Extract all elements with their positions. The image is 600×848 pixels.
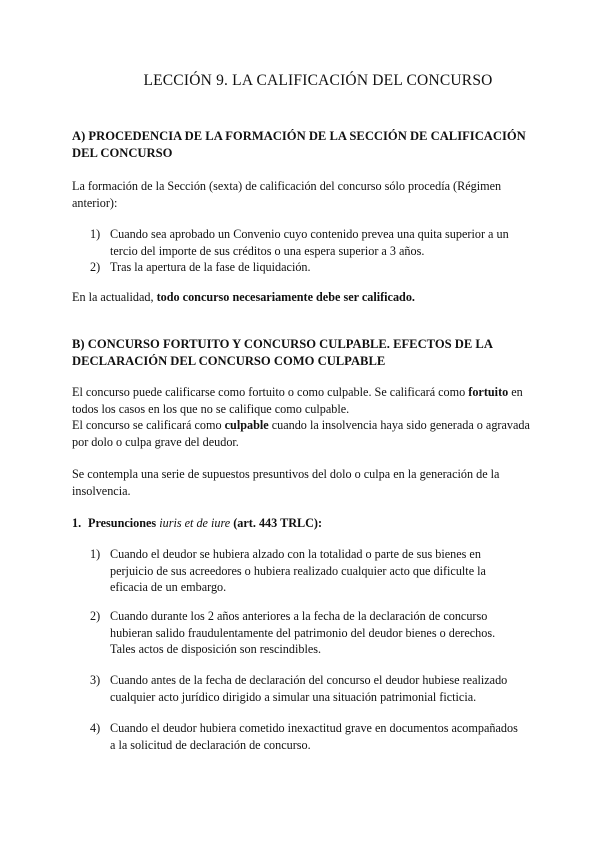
list-item-number: 3) bbox=[90, 673, 101, 687]
list-item-number: 1) bbox=[90, 227, 101, 241]
section-a-intro: La formación de la Sección (sexta) de calificación del concurso sólo procedía (Régimen anterior): bbox=[72, 179, 502, 210]
p1-text-b: en todos los casos en los que no se califique como culpable. bbox=[72, 385, 523, 416]
page-title: LECCIÓN 9. LA CALIFICACIÓN DEL CONCURSO bbox=[143, 72, 493, 89]
list-item-text: Cuando antes de la fecha de declaración del concurso el deudor hubiese realizado cualquier acto jurídico dirigido a simular una situación patrimonial ficticia. bbox=[110, 673, 508, 704]
subsection-italic: iuris et de iure bbox=[159, 516, 231, 530]
section-a-heading: A) PROCEDENCIA DE LA FORMACIÓN DE LA SECCIÓN DE CALIFICACIÓN DEL CONCURSO bbox=[72, 129, 526, 160]
list-item-text: Cuando sea aprobado un Convenio cuyo contenido prevea una quita superior a un tercio del importe de sus créditos o una espera superior a 3 años. bbox=[110, 227, 509, 258]
subsection-ref: (art. 443 TRLC): bbox=[230, 516, 323, 530]
subsection-label: Presunciones bbox=[88, 516, 160, 530]
section-b-paragraph-1 bbox=[72, 384, 542, 417]
list-item-number: 4) bbox=[90, 721, 101, 735]
list-item-text: Tras la apertura de la fase de liquidación. bbox=[110, 260, 311, 274]
list-item-text: Cuando el deudor se hubiera alzado con la totalidad o parte de sus bienes en perjuicio de sus acreedores o hubiera realizado cualquier acto que dificulte la eficacia de un embargo. bbox=[110, 547, 486, 594]
p2-text-b: cuando la insolvencia haya sido generada o agravada por dolo o culpa grave del deudor. bbox=[72, 418, 530, 449]
section-b-paragraph-3: Se contempla una serie de supuestos presuntivos del dolo o culpa en la generación de la insolvencia. bbox=[72, 467, 500, 498]
p2-text-a: El concurso se calificará como bbox=[72, 418, 225, 432]
list-item bbox=[90, 720, 520, 753]
list-item bbox=[90, 672, 520, 705]
list-item-number: 1) bbox=[90, 547, 101, 561]
list-item-text: Cuando el deudor hubiera cometido inexactitud grave en documentos acompañados a la solicitud de declaración de concurso. bbox=[110, 721, 518, 752]
section-b-paragraph-2 bbox=[72, 417, 542, 450]
p1-bold: fortuito bbox=[468, 385, 509, 399]
p2-bold: culpable bbox=[224, 418, 269, 432]
subsection-heading bbox=[72, 515, 542, 532]
list-item bbox=[90, 608, 520, 658]
list-item bbox=[90, 226, 520, 259]
list-item-number: 2) bbox=[90, 260, 101, 274]
p1-text-a: El concurso puede calificarse como fortuito o como culpable. Se calificará como bbox=[72, 385, 469, 399]
list-item-text: Cuando durante los 2 años anteriores a la fecha de la declaración de concurso hubieran salido fraudulentamente del patrimonio del deudor bienes o derechos. Tales actos de disposición son rescindibles. bbox=[110, 609, 496, 656]
list-item bbox=[90, 546, 520, 596]
section-a-current bbox=[72, 289, 542, 306]
list-item bbox=[90, 259, 520, 276]
current-prefix: En la actualidad, bbox=[72, 290, 157, 304]
section-b-heading: B) CONCURSO FORTUITO Y CONCURSO CULPABLE. EFECTOS DE LA DECLARACIÓN DEL CONCURSO COMO CULPABLE bbox=[72, 337, 493, 368]
subsection-number: 1. bbox=[72, 516, 82, 530]
current-bold: todo concurso necesariamente debe ser calificado. bbox=[156, 290, 415, 304]
list-item-number: 2) bbox=[90, 609, 101, 623]
